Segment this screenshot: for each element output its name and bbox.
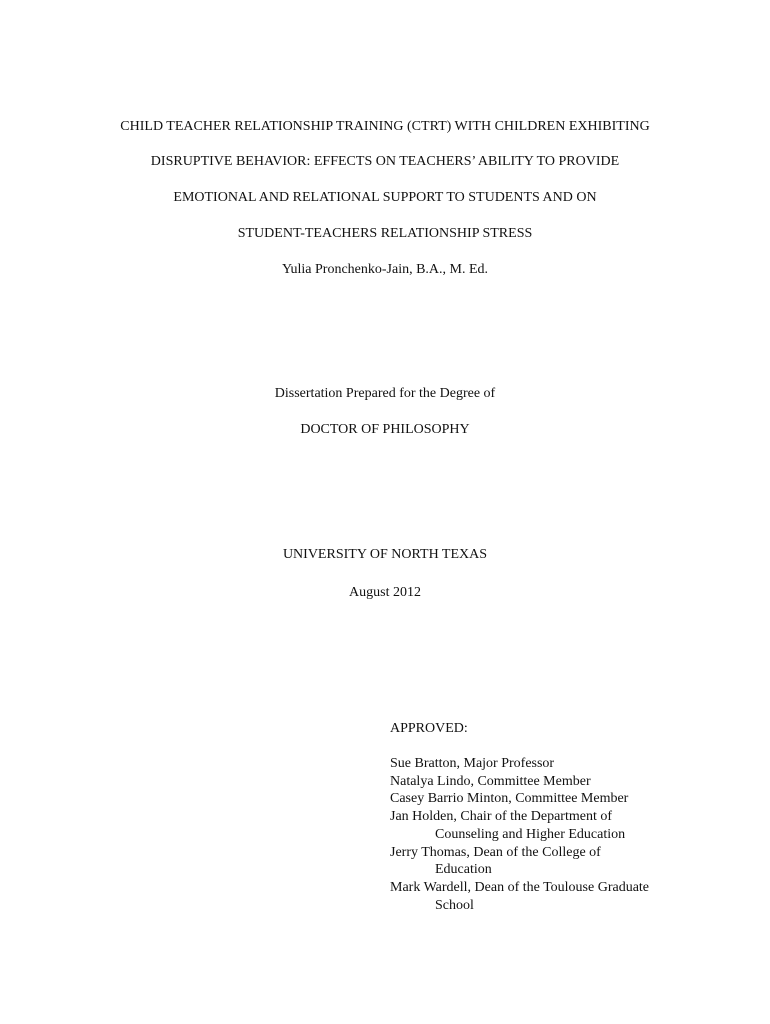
approver-line-continued: Counseling and Higher Education <box>435 826 626 842</box>
university-name: UNIVERSITY OF NORTH TEXAS <box>282 547 488 562</box>
approver-line: Sue Bratton, Major Professor <box>390 756 555 771</box>
approver-entry <box>390 773 760 791</box>
approver-entry <box>390 808 760 843</box>
approval-block <box>390 720 760 914</box>
approver-entry <box>390 879 760 914</box>
title-line-1: CHILD TEACHER RELATIONSHIP TRAINING (CTRT) WITH CHILDREN EXHIBITING <box>120 119 650 134</box>
approved-label: APPROVED: <box>390 721 468 736</box>
title-line-2: DISRUPTIVE BEHAVIOR: EFFECTS ON TEACHERS’ ABILITY TO PROVIDE <box>150 154 620 169</box>
degree-statement: Dissertation Prepared for the Degree of <box>274 386 496 401</box>
approver-line: Jan Holden, Chair of the Department of <box>390 809 612 825</box>
degree-name: DOCTOR OF PHILOSOPHY <box>300 422 470 437</box>
approver-line-continued: Education <box>435 862 492 878</box>
title-line-3: EMOTIONAL AND RELATIONAL SUPPORT TO STUDENTS AND ON <box>173 190 597 205</box>
approver-line: Casey Barrio Minton, Committee Member <box>390 791 629 807</box>
submission-date: August 2012 <box>349 585 421 600</box>
approver-line: Jerry Thomas, Dean of the College of <box>390 844 601 860</box>
approver-entry <box>390 755 760 773</box>
title-line-4: STUDENT-TEACHERS RELATIONSHIP STRESS <box>237 226 533 241</box>
approver-line: Mark Wardell, Dean of the Toulouse Graduate <box>390 879 650 895</box>
approver-line-continued: School <box>435 897 474 913</box>
approver-line: Natalya Lindo, Committee Member <box>390 773 591 789</box>
approver-entry <box>390 790 760 808</box>
author-name: Yulia Pronchenko-Jain, B.A., M. Ed. <box>281 262 489 277</box>
approver-entry <box>390 844 760 879</box>
